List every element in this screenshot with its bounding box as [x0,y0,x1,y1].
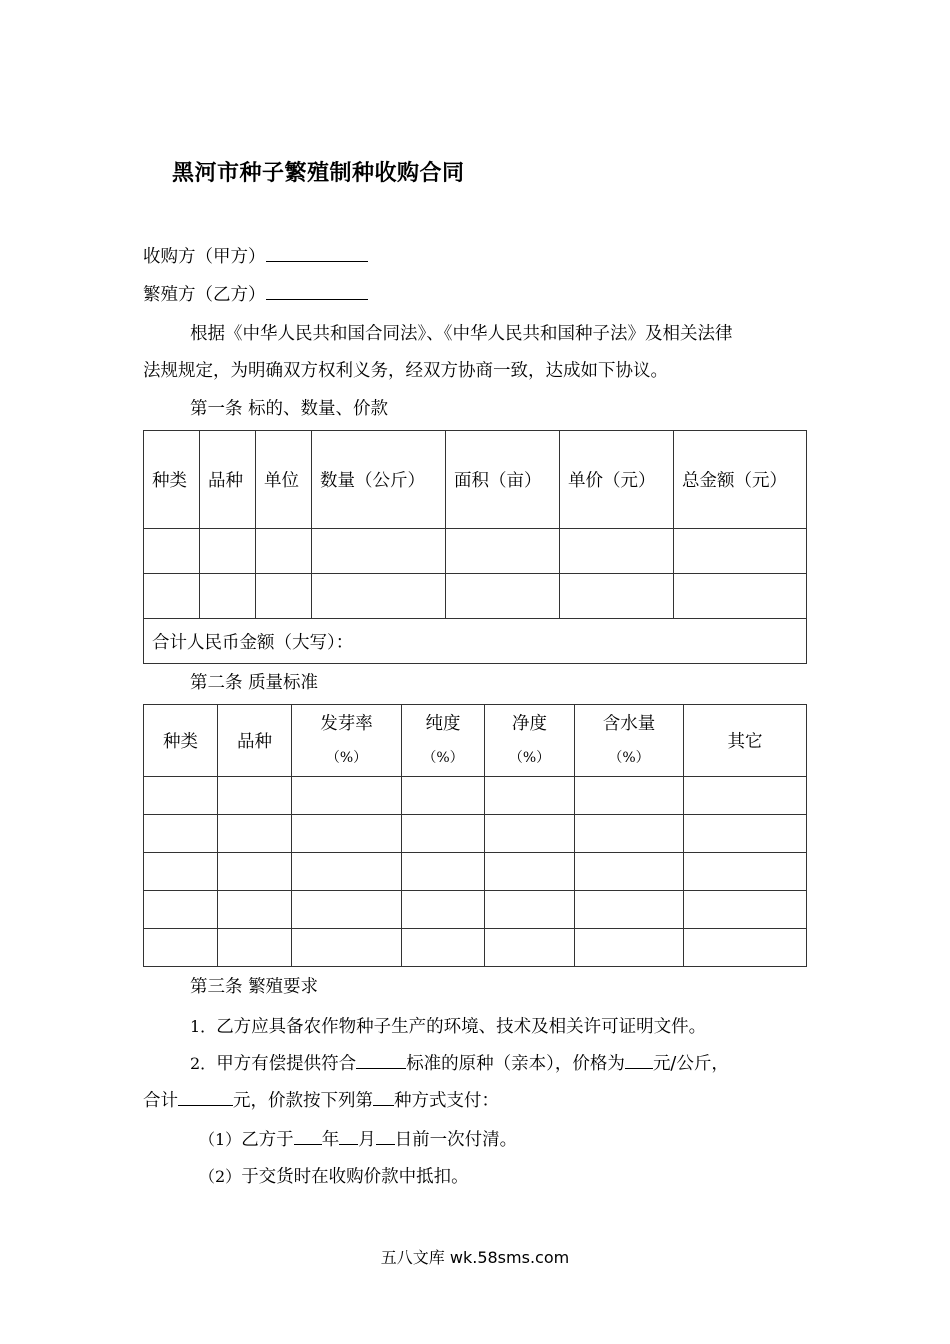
buyer-label: 收购方（甲方） [143,247,266,267]
t2-header-other: 其它 [684,705,807,777]
t1-header-area: 面积（亩） [446,431,560,529]
table-cell[interactable] [402,853,485,891]
day-blank[interactable] [376,1128,395,1145]
table-cell[interactable] [200,574,256,619]
cleanliness-label: 净度 [512,713,547,734]
table-cell[interactable] [402,929,485,967]
moisture-unit: （%） [608,749,650,766]
table-cell[interactable] [144,853,218,891]
purity-unit: （%） [422,749,464,766]
item1-number: 1． [190,1017,217,1036]
table-cell[interactable] [144,891,218,929]
document-title: 黑河市种子繁殖制种收购合同 [172,161,465,186]
method-blank[interactable] [373,1089,394,1106]
buyer-line [143,243,368,268]
table-row [144,574,807,619]
table-cell[interactable] [218,815,292,853]
t2-header-cleanliness [485,705,575,777]
table-cell[interactable] [312,529,446,574]
t1-header-unit-price: 单价（元） [560,431,674,529]
price-blank[interactable] [625,1052,653,1069]
t1-total-row[interactable]: 合计人民币金额（大写）： [144,619,807,664]
table-cell[interactable] [402,777,485,815]
table-cell[interactable] [560,529,674,574]
item2-text-d: 合计 [143,1091,178,1111]
table-cell[interactable] [575,853,684,891]
intro-line-1: 根据《中华人民共和国合同法》、《中华人民共和国种子法》及相关法律 [190,324,733,344]
buyer-blank[interactable] [266,245,368,262]
month-blank[interactable] [339,1128,358,1145]
opt1-text-c: 月 [358,1130,376,1150]
table-cell[interactable] [144,574,200,619]
subject-table [143,430,807,664]
table-cell[interactable] [256,574,312,619]
table-row [144,815,807,853]
opt1-text-d: 日前一次付清。 [394,1130,518,1150]
table-row [144,929,807,967]
amount-blank[interactable] [178,1089,233,1106]
article3-heading: 第三条 繁殖要求 [190,977,319,997]
table-cell[interactable] [674,529,807,574]
table-cell[interactable] [144,929,218,967]
opt1-text-b: 年 [321,1130,340,1150]
table-cell[interactable] [684,929,807,967]
table-cell[interactable] [575,929,684,967]
table-cell[interactable] [292,853,402,891]
table-cell[interactable] [144,815,218,853]
item2-text-b: 标准的原种（亲本），价格为 [406,1054,625,1074]
t1-header-total: 总金额（元） [674,431,807,529]
breeder-label: 繁殖方（乙方） [143,285,266,305]
year-blank[interactable] [294,1128,322,1145]
article3-item1 [190,1013,706,1038]
table-cell[interactable] [144,529,200,574]
table-row [144,853,807,891]
table-cell[interactable] [575,815,684,853]
table-cell[interactable] [485,815,575,853]
table-cell[interactable] [402,815,485,853]
moisture-label: 含水量 [602,713,656,734]
payment-option-1 [199,1126,517,1151]
table-cell[interactable] [218,853,292,891]
article3-item2-cont [143,1087,499,1112]
germination-unit: （%） [325,749,368,766]
item2-text-f: 种方式支付： [394,1091,499,1111]
table-row [144,529,807,574]
table-cell[interactable] [402,891,485,929]
t2-header-moisture [575,705,684,777]
t1-header-type: 种类 [144,431,200,529]
table-row [144,891,807,929]
table-cell[interactable] [446,574,560,619]
article1-heading: 第一条 标的、数量、价款 [190,399,389,419]
table-cell[interactable] [575,777,684,815]
purity-label: 纯度 [425,713,461,734]
table-cell[interactable] [312,574,446,619]
table-cell[interactable] [560,574,674,619]
quality-table [143,704,807,967]
germination-label: 发芽率 [320,713,373,734]
table-cell[interactable] [218,891,292,929]
table-cell[interactable] [144,777,218,815]
t2-header-purity [402,705,485,777]
table-cell[interactable] [674,574,807,619]
table-cell[interactable] [292,815,402,853]
item2-text-c: 元/公斤， [652,1054,729,1074]
item2-text-a: 甲方有偿提供符合 [216,1054,357,1074]
opt2-text: 于交货时在收购价款中抵扣。 [241,1167,469,1187]
footer-watermark: 五八文库 wk.58sms.com [380,1248,570,1267]
article2-heading: 第二条 质量标准 [190,673,319,693]
intro-line-2: 法规规定，为明确双方权利义务，经双方协商一致，达成如下协议。 [143,361,668,381]
item1-text: 乙方应具备农作物种子生产的环境、技术及相关许可证明文件。 [216,1017,707,1037]
item2-text-e: 元，价款按下列第 [233,1091,373,1111]
t2-header-germination [292,705,402,777]
t2-header-variety: 品种 [218,705,292,777]
t1-header-variety: 品种 [200,431,256,529]
payment-option-2 [199,1163,469,1188]
t1-header-unit: 单位 [256,431,312,529]
article3-item2 [190,1050,729,1075]
item2-number: 2． [190,1054,217,1073]
table-cell[interactable] [684,853,807,891]
table-cell[interactable] [446,529,560,574]
opt1-number: （1） [199,1130,242,1149]
table-cell[interactable] [218,777,292,815]
table-cell[interactable] [292,929,402,967]
table-cell[interactable] [575,891,684,929]
table-cell[interactable] [292,891,402,929]
table-cell[interactable] [684,891,807,929]
table-cell[interactable] [684,777,807,815]
table-cell[interactable] [684,815,807,853]
table-row [144,777,807,815]
table-cell[interactable] [292,777,402,815]
cleanliness-unit: （%） [508,749,551,766]
table-cell[interactable] [218,929,292,967]
table-cell[interactable] [200,529,256,574]
opt2-number: （2） [199,1167,242,1186]
table-cell[interactable] [485,853,575,891]
opt1-text-a: 乙方于 [241,1130,294,1150]
breeder-blank[interactable] [266,283,368,300]
t1-header-quantity: 数量（公斤） [312,431,446,529]
t2-header-type: 种类 [144,705,218,777]
table-cell[interactable] [485,777,575,815]
table-cell[interactable] [256,529,312,574]
breeder-line [143,281,368,306]
table-cell[interactable] [485,891,575,929]
table-cell[interactable] [485,929,575,967]
standard-blank[interactable] [356,1052,406,1069]
